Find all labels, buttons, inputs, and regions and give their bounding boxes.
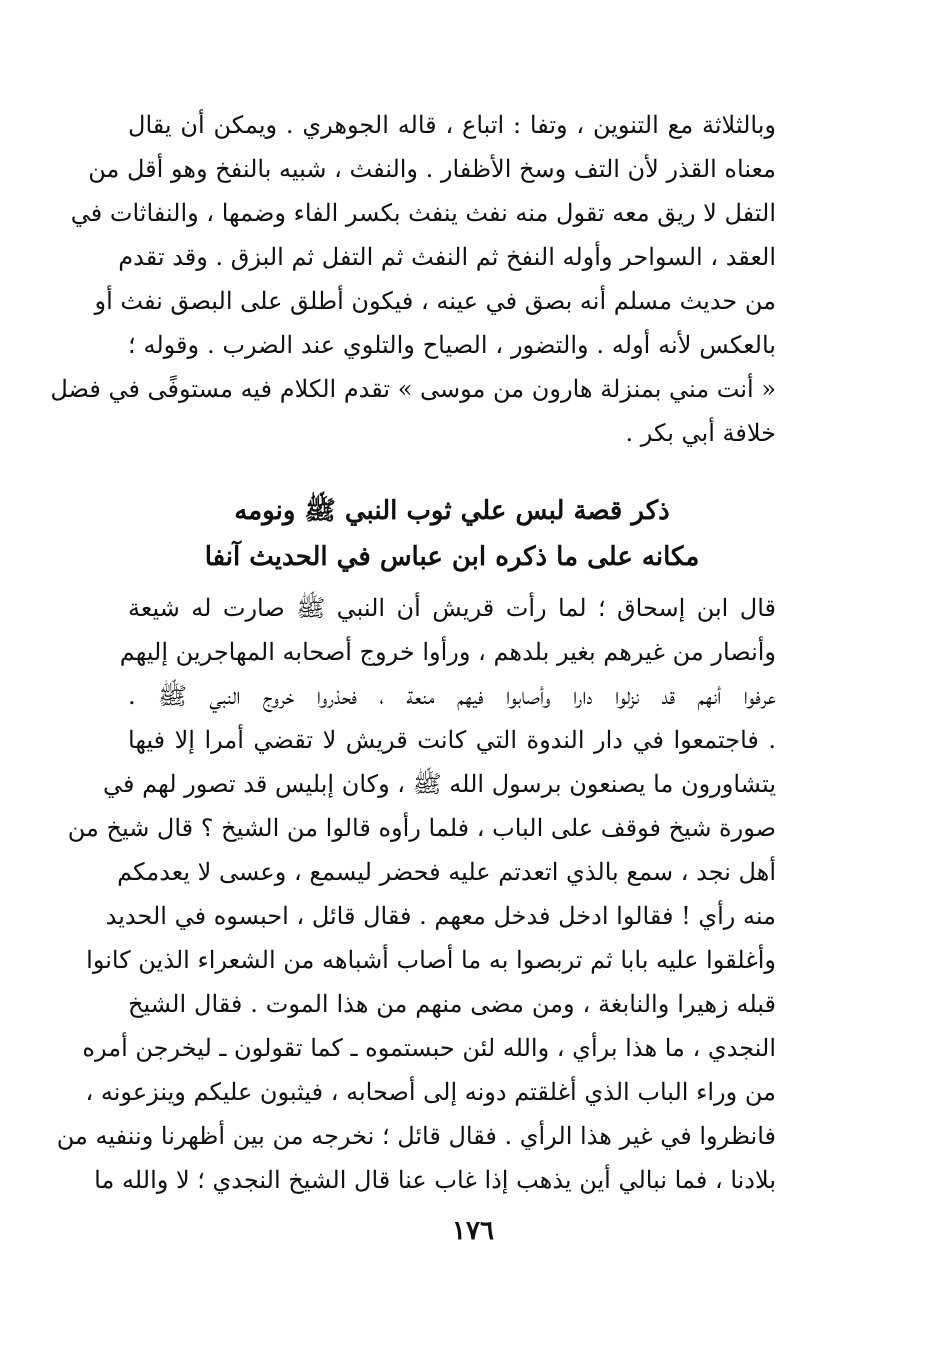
text-line: أهل نجد ، سمع بالذي اتعدتم عليه فحضر ليسمع ، وعسى لا يعدمكم xyxy=(117,858,776,886)
text-line: يتشاورون ما يصنعون برسول الله ﷺ ، وكان إبليس قد تصور لهم في xyxy=(103,770,776,798)
text-line: خلافة أبي بكر . xyxy=(625,419,776,447)
text-line: عرفوا أنهم قد نزلوا دارا وأصابوا فيهم منعة ، فحذروا خروج النبي ﷺ . xyxy=(128,682,776,710)
heading-line: مكانه على ما ذكره ابن عباس في الحديث آنفا xyxy=(204,542,700,572)
text-line: قبله زهيرا والنابغة ، ومن مضى منهم من هذا الموت . فقال الشيخ xyxy=(128,990,776,1018)
text-line: من حديث مسلم أنه بصق في عينه ، فيكون أطلق على البصق نفث أو xyxy=(94,287,776,315)
text-line: العقد ، السواحر وأوله النفخ ثم النفث ثم التفل ثم البزق . وقد تقدم xyxy=(118,243,776,271)
paragraph-narrative xyxy=(56,586,776,1202)
paragraph-commentary xyxy=(50,103,776,455)
text-line: بلادنا ، فما نبالي أين يذهب إذا غاب عنا قال الشيخ النجدي ؛ لا والله ما xyxy=(94,1166,776,1194)
text-line: وأغلقوا عليه بابا ثم تربصوا به ما أصاب أشباهه من الشعراء الذين كانوا xyxy=(86,946,776,974)
text-line: صورة شيخ فوقف على الباب ، فلما رأوه قالوا من الشيخ ؟ قال شيخ من xyxy=(67,814,776,842)
text-line: وأنصار من غيرهم بغير بلدهم ، ورأوا خروج أصحابه المهاجرين إليهم xyxy=(119,638,776,666)
text-line: منه رأي ! فقالوا ادخل فدخل معهم . فقال قائل ، احبسوه في الحديد xyxy=(105,902,776,930)
text-line: التفل لا ريق معه تقول منه نفث ينفث بكسر الفاء وضمها ، والنفاثات في xyxy=(70,199,776,227)
heading-line: ذكر قصة لبس علي ثوب النبي ﷺ ونومه xyxy=(234,496,670,526)
text-line: قال ابن إسحاق ؛ لما رأت قريش أن النبي ﷺ صارت له شيعة xyxy=(128,594,776,622)
text-line: فانظروا في غير هذا الرأي . فقال قائل ؛ نخرجه من بين أظهرنا وننفيه من xyxy=(56,1122,776,1150)
text-line: معناه القذر لأن التف وسخ الأظفار . والنفث ، شبيه بالنفخ وهو أقل من xyxy=(88,155,776,183)
text-line: من وراء الباب الذي أغلقتم دونه إلى أصحابه ، فيثبون عليكم وينزعونه ، xyxy=(85,1078,776,1106)
text-line: النجدي ، ما هذا برأي ، والله لئن حبستموه ـ كما تقولون ـ ليخرجن أمره xyxy=(82,1034,776,1062)
text-line: بالعكس لأنه أوله . والتضور ، الصياح والتلوي عند الضرب . وقوله ؛ xyxy=(128,331,776,359)
text-line: « أنت مني بمنزلة هارون من موسى » تقدم الكلام فيه مستوفًى في فضل xyxy=(50,375,776,403)
section-heading xyxy=(128,488,776,580)
text-line: وبالثلاثة مع التنوين ، وتفا : اتباع ، قاله الجوهري . ويمكن أن يقال xyxy=(128,111,776,139)
page-number: ١٧٦ xyxy=(452,1216,494,1246)
text-line: . فاجتمعوا في دار الندوة التي كانت قريش لا تقضي أمرا إلا فيها xyxy=(128,726,776,754)
